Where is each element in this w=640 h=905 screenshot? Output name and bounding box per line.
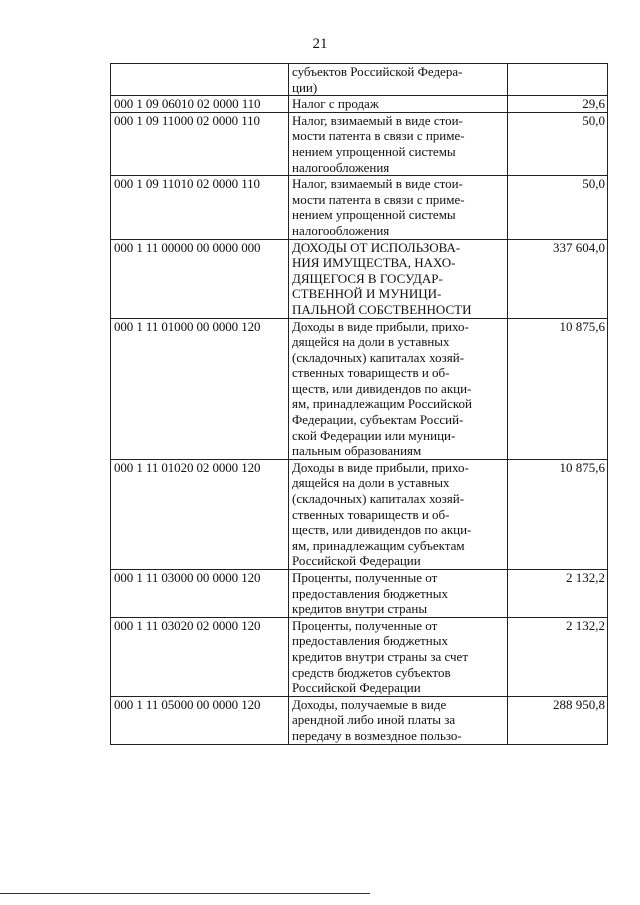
table-row <box>111 617 608 696</box>
revenue-name-cell <box>289 570 508 618</box>
revenue-name-line: Проценты, полученные от <box>292 617 438 633</box>
page-number: 21 <box>312 36 328 52</box>
revenue-name-line: ской Федерации или муници- <box>292 427 456 443</box>
amount-cell: 2 132,2 <box>508 570 608 618</box>
revenue-name-line: Доходы в виде прибыли, прихо- <box>292 459 469 475</box>
revenue-name-cell <box>289 239 508 318</box>
revenue-name-line: ственных товариществ и об- <box>292 365 450 381</box>
revenue-name-line: субъектов Российской Федера- <box>292 64 463 79</box>
amount-cell: 10 875,6 <box>508 318 608 459</box>
table-body <box>111 64 608 745</box>
amount-cell <box>508 64 608 96</box>
table-row <box>111 696 608 744</box>
revenue-name-line: мости патента в связи с приме- <box>292 128 465 144</box>
revenue-name-line: кредитов внутри страны <box>292 601 428 617</box>
table-row <box>111 176 608 239</box>
revenue-name-line: предоставления бюджетных <box>292 585 448 601</box>
revenue-name-cell <box>289 112 508 175</box>
revenue-code-cell: 000 1 11 01000 00 0000 120 <box>111 318 289 459</box>
revenue-code-cell: 000 1 11 05000 00 0000 120 <box>111 696 289 744</box>
footnote-rule <box>0 893 370 894</box>
revenue-name-line: Доходы в виде прибыли, прихо- <box>292 318 469 334</box>
revenue-name-line: мости патента в связи с приме- <box>292 191 465 207</box>
revenue-name-cell <box>289 459 508 569</box>
revenue-code-cell <box>111 64 289 96</box>
revenue-name-line: арендной либо иной платы за <box>292 712 456 728</box>
table-row <box>111 112 608 175</box>
amount-cell: 337 604,0 <box>508 239 608 318</box>
revenue-name-line: Налог, взимаемый в виде стои- <box>292 176 463 192</box>
revenue-name-line: (складочных) капиталах хозяй- <box>292 349 465 365</box>
revenue-code-cell: 000 1 11 01020 02 0000 120 <box>111 459 289 569</box>
revenue-code-cell: 000 1 09 11000 02 0000 110 <box>111 112 289 175</box>
revenue-name-cell <box>289 176 508 239</box>
revenue-name-line: ПАЛЬНОЙ СОБСТВЕННОСТИ <box>292 301 472 317</box>
revenue-name-line: НИЯ ИМУЩЕСТВА, НАХО- <box>292 255 456 271</box>
budget-revenue-table <box>110 63 608 745</box>
revenue-name-line: налогообложения <box>292 159 390 175</box>
revenue-name-line: пальным образованиям <box>292 443 422 459</box>
revenue-name-line: нением упрощенной системы <box>292 143 456 159</box>
revenue-name-line: ДОХОДЫ ОТ ИСПОЛЬЗОВА- <box>292 239 461 255</box>
revenue-name-line: СТВЕННОЙ И МУНИЦИ- <box>292 286 442 302</box>
revenue-name-line: ции) <box>292 79 318 95</box>
amount-cell: 10 875,6 <box>508 459 608 569</box>
revenue-name-cell <box>289 617 508 696</box>
revenue-code-cell: 000 1 11 03000 00 0000 120 <box>111 570 289 618</box>
revenue-name-line: Доходы, получаемые в виде <box>292 696 447 712</box>
table-row <box>111 570 608 618</box>
revenue-name-line: ям, принадлежащим субъектам <box>292 537 465 553</box>
revenue-name-line: ществ, или дивидендов по акци- <box>292 380 472 396</box>
revenue-code-cell: 000 1 11 03020 02 0000 120 <box>111 617 289 696</box>
revenue-name-line: ям, принадлежащим Российской <box>292 396 472 412</box>
revenue-name-line: передачу в возмездное пользо- <box>292 727 462 743</box>
revenue-name-line: налогообложения <box>292 222 390 238</box>
revenue-code-cell: 000 1 11 00000 00 0000 000 <box>111 239 289 318</box>
amount-cell: 2 132,2 <box>508 617 608 696</box>
table-row <box>111 318 608 459</box>
revenue-name-line: дящейся на доли в уставных <box>292 475 450 491</box>
revenue-name-line: кредитов внутри страны за счет <box>292 648 469 664</box>
amount-cell: 50,0 <box>508 112 608 175</box>
revenue-name-cell <box>289 318 508 459</box>
revenue-name-line: ДЯЩЕГОСЯ В ГОСУДАР- <box>292 270 443 286</box>
revenue-name-line: ществ, или дивидендов по акци- <box>292 522 472 538</box>
revenue-name-line: Российской Федерации <box>292 680 421 696</box>
revenue-name-line: Федерации, субъектам Россий- <box>292 412 464 428</box>
revenue-name-line: Налог, взимаемый в виде стои- <box>292 112 463 128</box>
revenue-name-line: Российской Федерации <box>292 553 421 569</box>
revenue-name-line: нением упрощенной системы <box>292 207 456 223</box>
revenue-name-cell <box>289 96 508 113</box>
revenue-name-line: ственных товариществ и об- <box>292 506 450 522</box>
table-row <box>111 459 608 569</box>
amount-cell: 50,0 <box>508 176 608 239</box>
revenue-name-line: (складочных) капиталах хозяй- <box>292 491 465 507</box>
revenue-name-cell <box>289 64 508 96</box>
revenue-name-line: предоставления бюджетных <box>292 633 448 649</box>
revenue-name-line: средств бюджетов субъектов <box>292 664 451 680</box>
revenue-name-cell <box>289 696 508 744</box>
revenue-name-line: Налог с продаж <box>292 96 379 112</box>
revenue-name-line: Проценты, полученные от <box>292 570 438 585</box>
amount-cell: 288 950,8 <box>508 696 608 744</box>
table-row <box>111 64 608 96</box>
revenue-code-cell: 000 1 09 06010 02 0000 110 <box>111 96 289 113</box>
amount-cell: 29,6 <box>508 96 608 113</box>
revenue-name-line: дящейся на доли в уставных <box>292 334 450 350</box>
table-row <box>111 239 608 318</box>
table-row <box>111 96 608 113</box>
revenue-code-cell: 000 1 09 11010 02 0000 110 <box>111 176 289 239</box>
